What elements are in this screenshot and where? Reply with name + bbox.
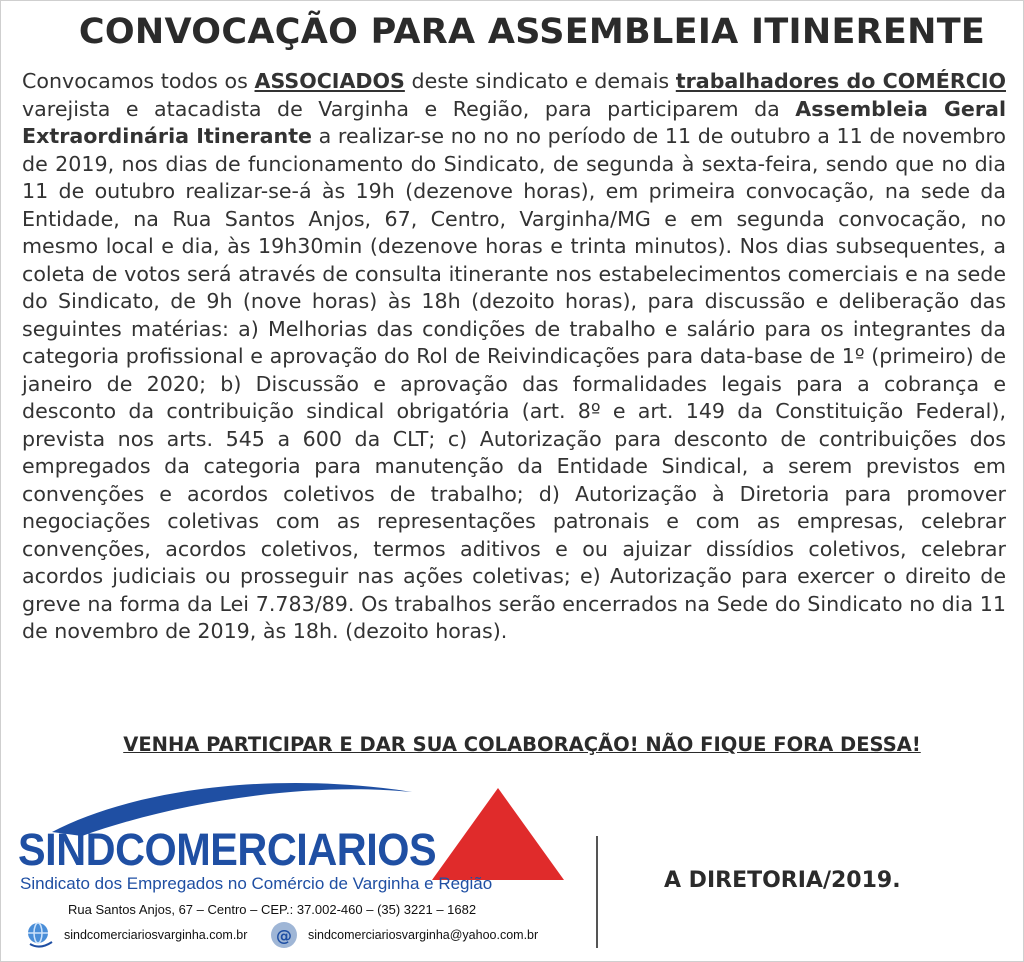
website-contact — [24, 920, 247, 950]
trabalhadores-emphasis: trabalhadores do COMÉRCIO — [675, 69, 1006, 93]
text-part: a realizar-se no no no período de 11 de outubro a 11 de novembro de 2019, nos dias de funcionamento do Sindicato, de segunda à sexta-feira, sendo que no dia 11 de outubro realizar-se-á às 19h (dezenove horas), em primeira convocação, na sede da Entidade, na Rua Santos Anjos, 67, Centro, Varginha/MG e em segunda convocação, no mesmo local e dia, às 19h30min (dezenove horas e trinta minutos). Nos dias subsequentes, a coleta de votos será através de consulta itinerante nos estabelecimentos comerciais e na sede do Sindicato, de 9h (nove horas) às 18h (dezoito horas), para discussão e deliberação das seguintes matérias: a) Melhorias das condições de trabalho e salário para os integrantes da categoria profissional e aprovação do Rol de Reivindicações para data-base de 1º (primeiro) de janeiro de 2020; b) Discussão e aprovação das formalidades legais para a cobrança e desconto da contribuição sindical obrigatória (art. 8º e art. 149 da Constituição Federal), prevista nos arts. 545 a 600 da CLT; c) Autorização para desconto de contribuições dos empregados da categoria para manutenção da Entidade Sindical, a serem previstos em convenções e acordos coletivos de trabalho; d) Autorização à Diretoria para promover negociações coletivas com as representações patronais e com as empresas, celebrar convenções, acordos coletivos, termos aditivos e ou ajuizar dissídios coletivos, celebrar acordos judiciais ou prosseguir nas ações coletivas; e) Autorização para exercer o direito de greve na forma da Lei 7.783/89. Os trabalhos serão encerrados na Sede do Sindicato no dia 11 de novembro de 2019, às 18h. (dezoito horas). — [22, 124, 1006, 643]
globe-icon — [24, 920, 56, 950]
call-to-action: VENHA PARTICIPAR E DAR SUA COLABORAÇÃO! NÃO FIQUE FORA DESSA! — [123, 733, 921, 756]
svg-text:@: @ — [276, 926, 292, 945]
logo-address: Rua Santos Anjos, 67 – Centro – CEP.: 37.002-460 – (35) 3221 – 1682 — [68, 902, 477, 917]
text-part: Convocamos todos os — [22, 69, 255, 93]
logo-subtitle: Sindicato dos Empregados no Comércio de Varginha e Região — [20, 874, 493, 893]
email-text: sindcomerciariosvarginha@yahoo.com.br — [308, 928, 539, 942]
text-part: deste sindicato e demais — [404, 69, 676, 93]
vertical-divider — [596, 836, 598, 948]
logo-name: SINDCOMERCIARIOS — [18, 824, 437, 875]
page-title: CONVOCAÇÃO PARA ASSEMBLEIA ITINERENTE — [78, 12, 986, 52]
associados-emphasis: ASSOCIADOS — [254, 69, 405, 93]
signature: A DIRETORIA/2019. — [664, 868, 901, 893]
text-part: varejista e atacadista de Varginha e Região, para participarem da — [22, 96, 796, 121]
assembleia-emphasis: Assembleia Geral Extraordinária Itinerante — [22, 96, 1007, 148]
convocation-text — [22, 68, 1006, 646]
union-logo — [12, 770, 592, 960]
email-contact — [268, 920, 538, 950]
email-icon — [268, 920, 300, 950]
website-text: sindcomerciariosvarginha.com.br — [64, 928, 248, 942]
